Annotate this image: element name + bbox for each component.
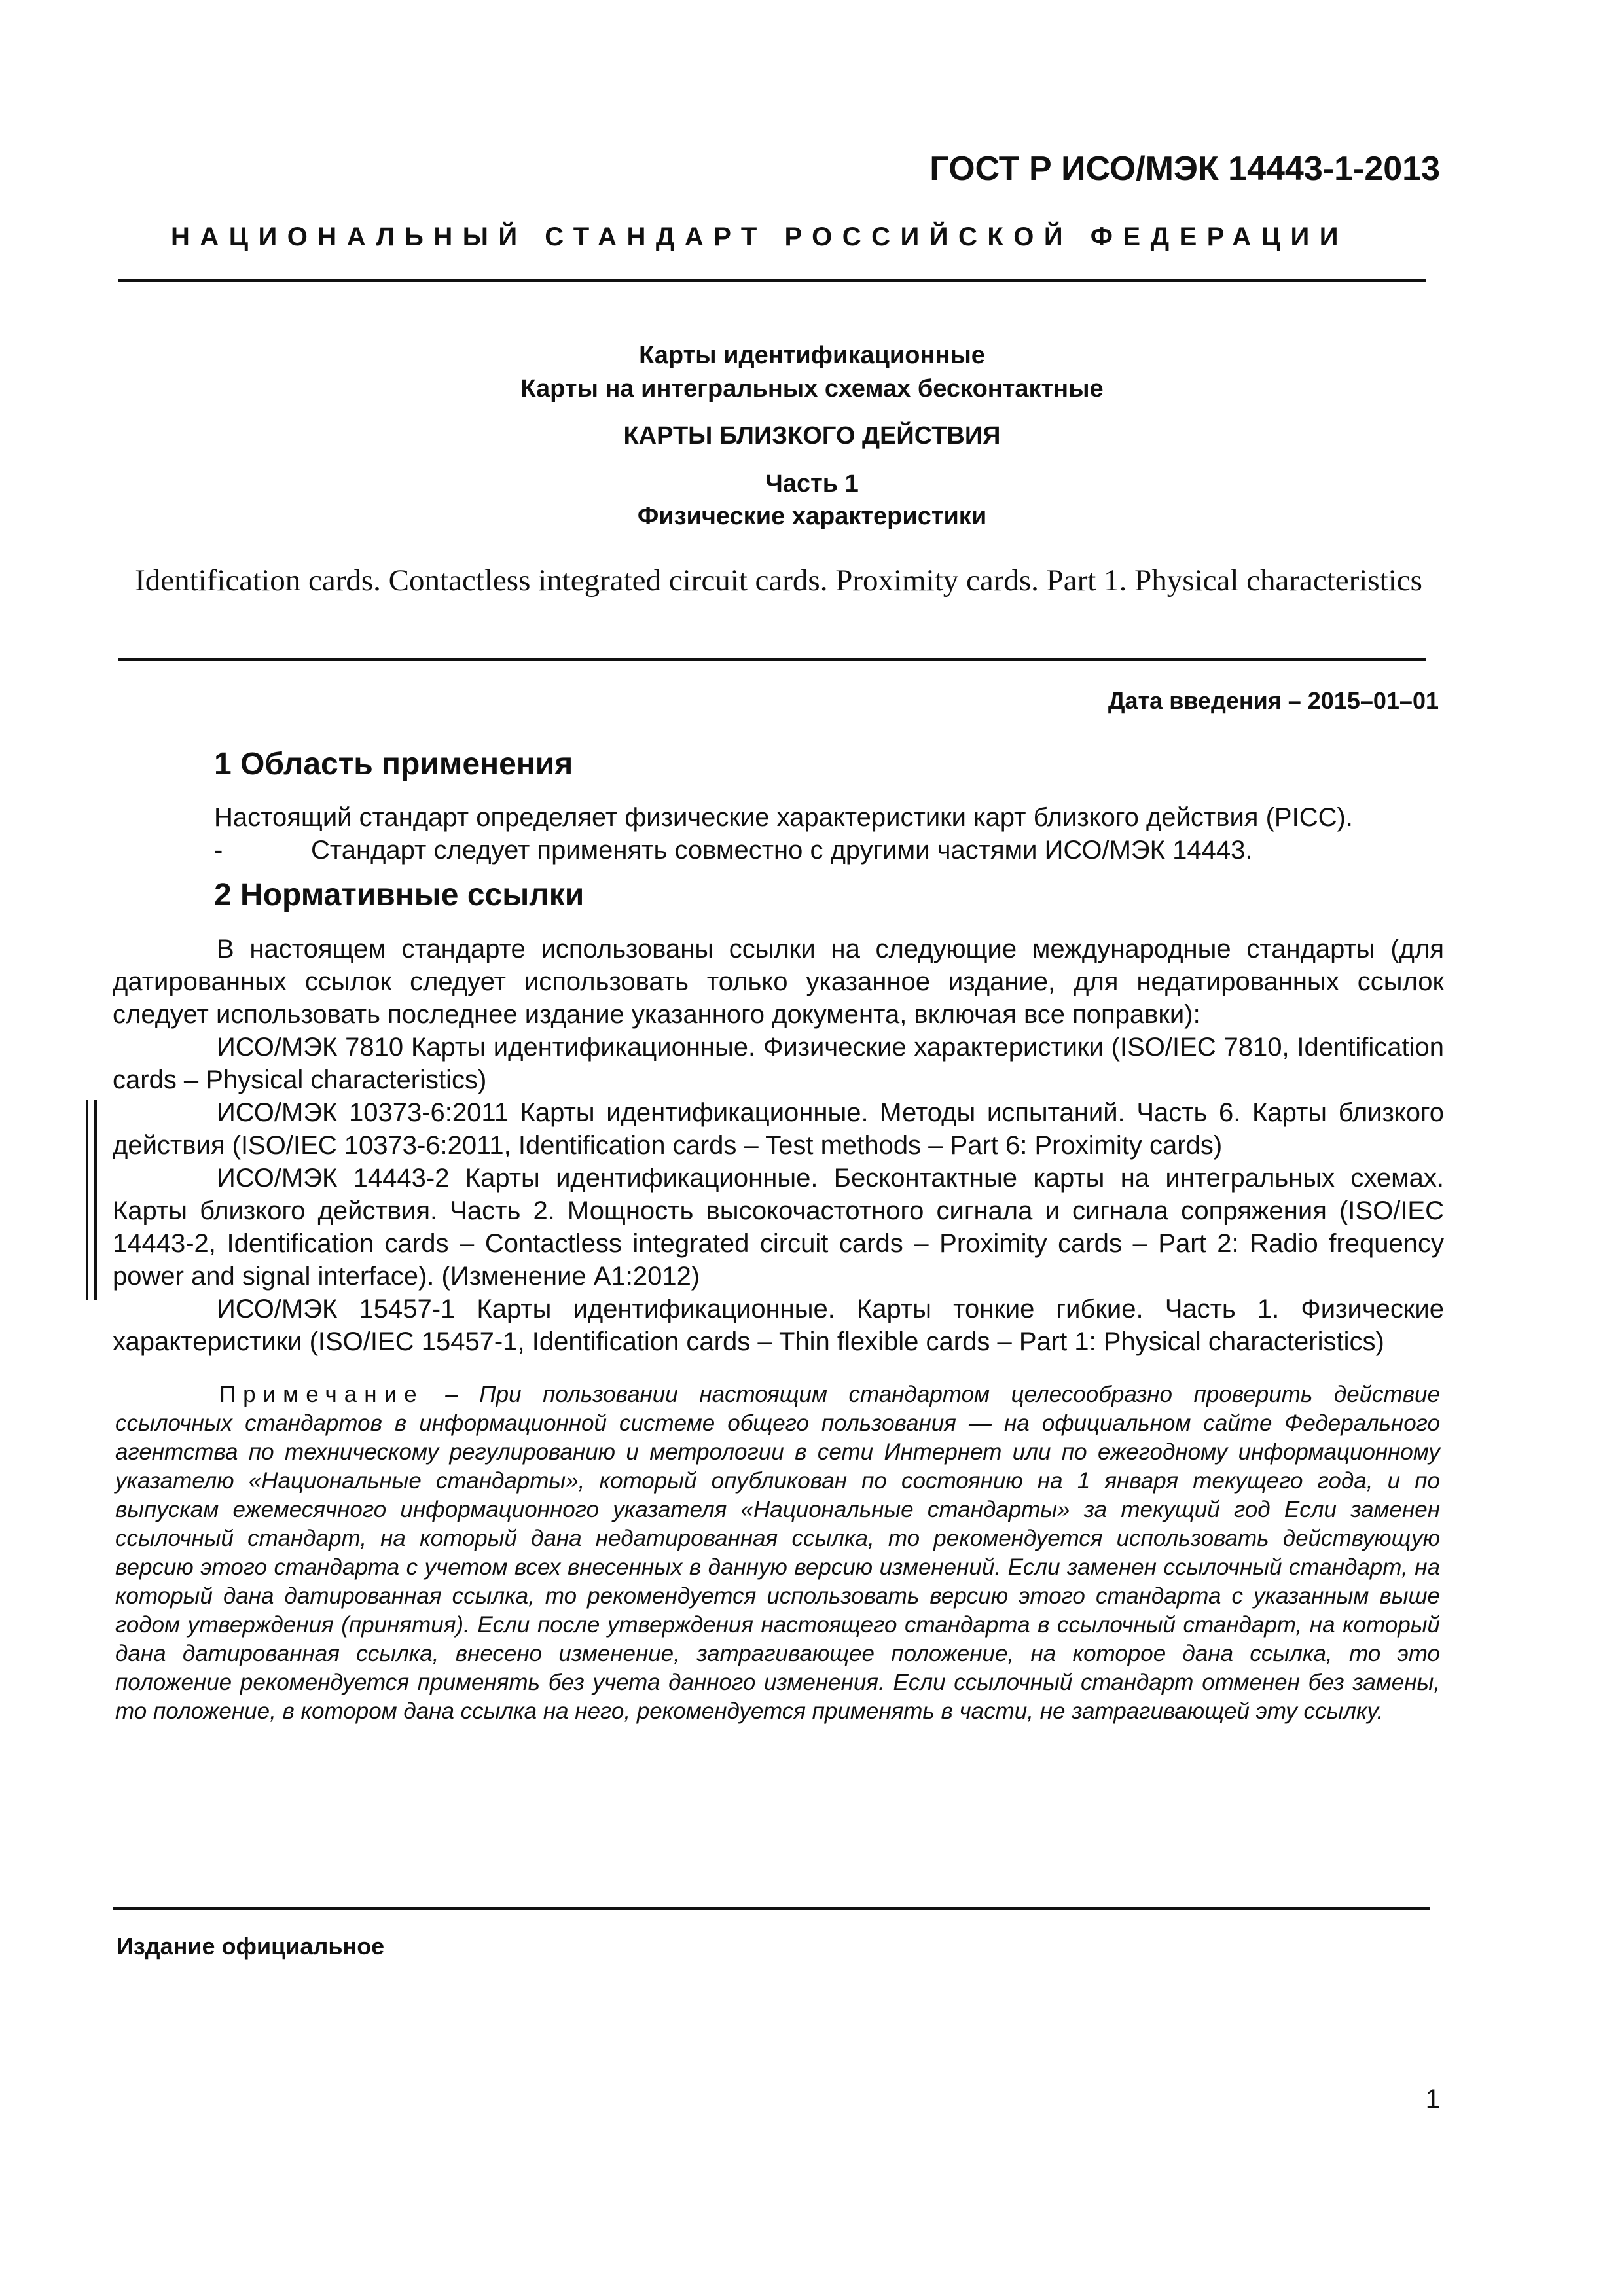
- introduction-date: Дата введения – 2015–01–01: [1108, 687, 1439, 714]
- section-1-heading: 1 Область применения: [214, 747, 573, 781]
- section-2-intro: В настоящем стандарте использованы ссылки на следующие международные стандарты (для датированных ссылок следует использовать только указанное издание, для недатированных ссылок следует использовать последнее издание указанного документа, включая все поправки):: [113, 935, 1444, 1029]
- change-bar: [94, 1100, 97, 1300]
- reference-item: ИСО/МЭК 10373-6:2011 Карты идентификационные. Методы испытаний. Часть 6. Карты близкого действия (ISO/IEC 10373-6:2011, Identification cards – Test methods – Part 6: Proximity cards): [113, 1098, 1444, 1160]
- change-bar: [86, 1100, 88, 1300]
- document-number: ГОСТ Р ИСО/МЭК 14443-1-2013: [929, 150, 1440, 188]
- title-part-name: Физические характеристики: [637, 503, 987, 530]
- note-text: – При пользовании настоящим стандартом целесообразно проверить действие ссылочных стандартов в информационной системе общего пользования — на официальном сайте Федерального агентства по техническому регулированию и метрологии в сети Интернет или по ежегодному информационному указателю «Национальные стандарты», который опубликован по состоянию на 1 января текущего года, и по выпускам ежемесячного информационного указателя «Национальные стандарты» за текущий год Если заменен ссылочный стандарт, на который дана недатированная ссылка, то рекомендуется использовать действующую версию этого стандарта с учетом всех внесенных в данную версию изменений. Если заменен ссылочный стандарт, на который дана датированная ссылка, то рекомендуется использовать версию этого стандарта с указанным выше годом утверждения (принятия). Если после утверждения настоящего стандарта в ссылочный стандарт, на который дана датированная ссылка, внесено изменение, затрагивающее положение, на которое дана ссылка, то это положение рекомендуется применять без учета данного изменения. Если ссылочный стандарт отменен без замены, то положение, в котором дана ссылка на него, рекомендуется применять в части, не затрагивающей эту ссылку.: [115, 1382, 1440, 1724]
- title-line-3: КАРТЫ БЛИЗКОГО ДЕЙСТВИЯ: [623, 422, 1001, 450]
- list-dash: -: [214, 836, 223, 865]
- page-number: 1: [1425, 2085, 1440, 2113]
- national-standard-banner: НАЦИОНАЛЬНЫЙ СТАНДАРТ РОССИЙСКОЙ ФЕДЕРАЦИИ: [170, 223, 1349, 251]
- footer-rule: [113, 1907, 1430, 1910]
- title-line-2: Карты на интегральных схемах бесконтактные: [520, 375, 1104, 403]
- note-label: Примечание: [219, 1382, 424, 1407]
- title-line-1: Карты идентификационные: [639, 342, 985, 369]
- header-rule: [118, 279, 1426, 282]
- english-title: Identification cards. Contactless integrated circuit cards. Proximity cards. Part 1. Physical characteristics: [135, 564, 1422, 598]
- section-1-paragraph-1: Настоящий стандарт определяет физические характеристики карт близкого действия (PICC).: [214, 803, 1353, 832]
- edition-label: Издание официальное: [117, 1933, 385, 1960]
- title-rule: [118, 658, 1426, 661]
- note-paragraph: [115, 1380, 1440, 1726]
- reference-item: ИСО/МЭК 15457-1 Карты идентификационные. Карты тонкие гибкие. Часть 1. Физические характеристики (ISO/IEC 15457-1, Identification cards – Thin flexible cards – Part 1: Physical characteristics): [113, 1295, 1444, 1356]
- title-part: Часть 1: [765, 470, 859, 497]
- reference-item: ИСО/МЭК 7810 Карты идентификационные. Физические характеристики (ISO/IEC 7810, Identification cards – Physical characteristics): [113, 1033, 1444, 1094]
- reference-item: ИСО/МЭК 14443-2 Карты идентификационные. Бесконтактные карты на интегральных схемах. Карты близкого действия. Часть 2. Мощность высокочастотного сигнала и сигнала сопряжения (ISO/IEC 14443-2, Identification cards – Contactless integrated circuit cards – Proximity cards – Part 2: Radio frequency power and signal interface). (Изменение А1:2012): [113, 1164, 1444, 1291]
- section-2-heading: 2 Нормативные ссылки: [214, 878, 585, 912]
- section-1-paragraph-2: Стандарт следует применять совместно с другими частями ИСО/МЭК 14443.: [311, 836, 1253, 865]
